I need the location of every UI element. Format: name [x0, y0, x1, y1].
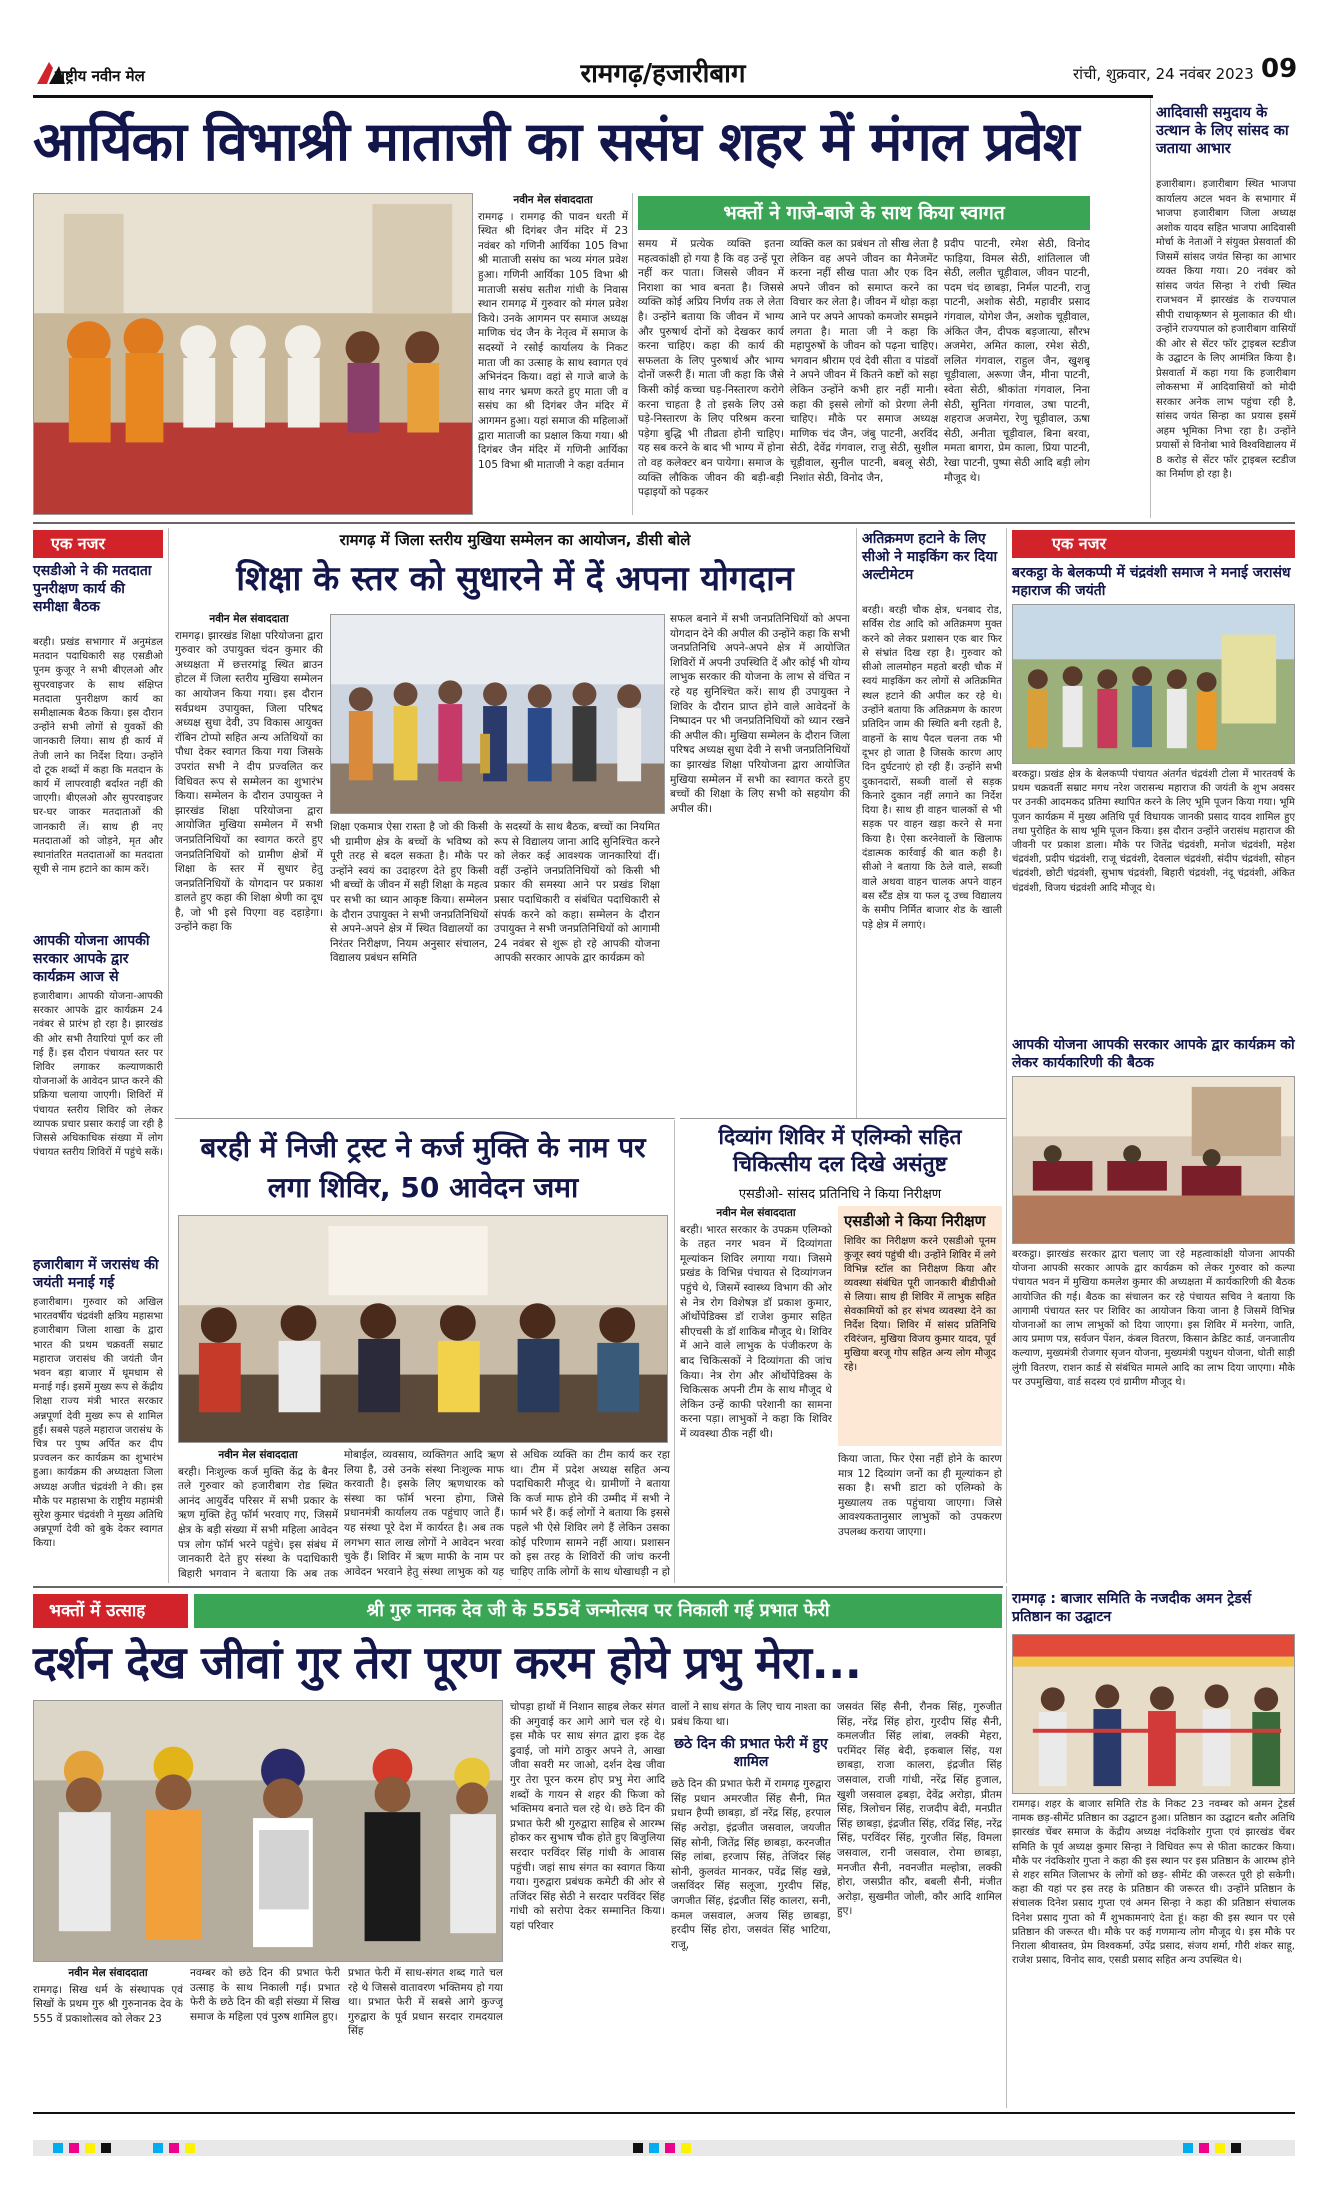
enl-story1-text: बरही। प्रखंड सभागार में अनुमंडल मतदान पदाधिकारी सह एसडीओ पूनम कुजूर ने सभी बीएलओ और सुपरवाइजर के साथ संक्षिप्त मतदाता पुनरीक्षण कार्य का समीक्षात्मक बैठक किया। इस दौरान उन्होंने सभी लोगों से युवकों की जानकारी लिया। साथ ही कार्य में तेजी लाने का निर्देश दिया। उन्होंने दो टूक शब्दों में कहा कि मतदान के कार्य में लापरवाही बर्दाश्त नहीं की जाएगी। बीएलओ और सुपरवाइजर घर-घर जाकर मतदाताओं की जानकारी लें। साथ ही नए मतदाताओं को जोड़ने, मृत और स्थानांतरित मतदाताओं का मतदाता सूची से नाम हटाने का काम करें।	[33, 637, 163, 876]
divyang-dateline: नवीन मेल संवाददाता	[716, 1207, 796, 1219]
divyang-box-text: शिविर का निरीक्षण करने एसडीओ पूनम कुजूर स्वयं पहुंची थी। उन्होंने शिविर में लगे विभिन्न स्टॉल का निरीक्षण किया और व्यवस्था संबंधित पूरी जानकारी बीडीपीओ से लिया। साथ ही शिविर में लाभुक सहित सेवकामियों को हर संभव व्यवस्था देने का निर्देश दिया। शिविर में सांसद प्रतिनिधि रविरंजन, मुखिया विजय कुमार यादव, पूर्व मुखिया बरजू गोप सहित अन्य लोग मौजूद रहे।	[844, 1236, 996, 1373]
lead-photo	[33, 193, 473, 515]
barhi-divider	[674, 1120, 675, 1583]
shiksha-text-4: सफल बनाने में सभी जनप्रतिनिधियों को अपना योगदान देने की अपील की उन्होंने कहा कि सभी जनप्रतिनिधि अपने-अपने क्षेत्र में आयोजित शिविरों में अपनी उपस्थिति दें और कोई भी योग्य लाभुक सरकार की योजना के लाभ से वंचित न रहे यह सुनिश्चित करें। साथ ही उपायुक्त ने शिविर के दौरान प्राप्त होने वाले आवेदनों के निष्पादन पर भी जनप्रतिनिधियों को ध्यान रखने की अपील की। मुखिया सम्मेलन के दौरान जिला परिषद अध्यक्ष सुधा देवी ने सभी जनप्रतिनिधियों का झारखंड शिक्षा परियोजना द्वारा आयोजित मुखिया सम्मेलन में सभी का स्वागत करते हुए बच्चों की शिक्षा के लिए सभी को सहयोग की अपील की।	[670, 613, 850, 815]
bazaar-photo	[1012, 1634, 1295, 1794]
shiksha-text-3: के सदस्यों के साथ बैठक, बच्चों का नियमित रूप से विद्यालय जाना आदि सुनिश्चित करने को लेकर कई आवश्यक जानकारियां दीं। वहीं उन्होंने जनप्रतिनिधियों को किसी भी प्रकार की समस्या आने पर प्रखंड शिक्षा प्रसार पदाधिकारी व संबंधित पदाधिकारी से संपर्क करने को कहा। सम्मेलन के दौरान उपायुक्त ने सभी जनप्रतिनिधियों को आगामी 24 नवंबर से शुरू हो रहे आपकी योजना आपकी सरकार आपके द्वार कार्यक्रम को	[494, 821, 660, 965]
barhi-text-3: से अधिक व्यक्ति का टीम कार्य कर रहा था। टीम में प्रदेश अध्यक्ष सहित अन्य पदाधिकारी मौजूद थे। ग्रामीणों ने बताया कि कर्ज माफ होने की उम्मीद में सभी ने फार्म भरे हैं। कई लोगों ने बताया कि इससे पहले भी ऐसे शिविर लगे हैं लेकिन उसका कोई परिणाम सामने नहीं आया। प्रशासन को इस तरह के शिविरों की जांच करनी चाहिए ताकि लोगों के साथ धोखाधड़ी न हो	[510, 1449, 670, 1578]
enl-story1-head: एसडीओ ने की मतदाता पुनरीक्षण कार्य की समीक्षा बैठक	[33, 563, 152, 615]
logo	[33, 58, 193, 92]
guru-text-5b: छठे दिन की प्रभात फेरी में रामगढ़ गुरुद्वारा सिंह प्रधान अमरजीत सिंह सैनी, मित प्रधान हैप्पी छाबड़ा, डॉ नरेंद्र सिंह, हरपाल सिंह अरोड़ा, इंद्रजीत जसवाल, जयजीत सिंह सोनी, जितेंद्र सिंह छाबड़ा, करनजीत सिंह लांबा, हरजाप सिंह, तेजिंदर सिंह सोनी, कुलवंत मानकर, पवेंद्र सिंह खन्ने, जसविंदर सिंह सलूजा, गुरदीप सिंह, जगजीत सिंह, इंद्रजीत सिंह कालरा, सनी, कमल जसवाल, अजय सिंह छाबड़ा, हरदीप सिंह होरा, जसवंत सिंह भाटिया, राजू,	[671, 1778, 831, 1951]
lead-text-3: व्यक्ति कल का प्रबंधन तो सीख लेता है लेकिन वह अपने जीवन का मैनेजमेंट करना नहीं सीख पाता और एक दिन अपने जीवन को समाप्त करने का विचार कर लेता है। जीवन में थोड़ा कड़ा आने पर अपने आपको कमजोर समझने लगता है। माता जी ने कहा कि महापुरुषों के जीवन को पढ़ना चाहिए। भगवान श्रीराम एवं देवी सीता व पांडवों ने अपने जीवन में कितने कष्टों को सहा लेकिन उन्होंने कभी हार नहीं मानी। कहा की इससे लोगों को प्रेरणा लेनी चाहिए। मौके पर समाज अध्यक्ष माणिक चंद जैन, जंबु पाटनी, अरविंद सेठी, देवेंद्र गंगवाल, राजु सेठी, सुशील चूड़ीवाल, सुनील पाटनी, बबलू सेठी, निशांत सेठी, विनोद जैन,	[790, 238, 938, 484]
guru-col-3	[348, 1966, 503, 2106]
shiksha-col-4	[670, 612, 850, 1112]
enl-story3-head: हजारीबाग में जरासंध की जयंती मनाई गई	[33, 1257, 159, 1291]
shiksha-text-2: शिक्षा एकमात्र ऐसा रास्ता है जो की किसी भी ग्रामीण क्षेत्र के बच्चों के भविष्य को पूरी तरह से बदल सकता है। मौके पर उन्होंने स्वयं का उदाहरण देते हुए किसी भी बच्चों के जीवन में सही शिक्षा के महत्व पर सभी का ध्यान आकृष्ट किया। सम्मेलन के दौरान उपायुक्त ने सभी जनप्रतिनिधियों से अपने-अपने क्षेत्र में स्थित विद्यालयों का निरंतर निरीक्षण, नियम अनुसार संचालन, विद्यालय प्रबंधन समिति	[330, 821, 488, 965]
lead-divider	[632, 193, 633, 515]
divyang-text-1: बरही। भारत सरकार के उपक्रम एलिम्को के तहत नगर भवन में दिव्यांगता मूल्यांकन शिविर लगाया गया। जिसमे प्रखंड के विभिन्न पंचायत से दिव्यांगजन पहुंचे थे, जिसमें स्वास्थ्य विभाग की ओर से नेत्र रोग विशेषज्ञ डॉ प्रकाश कुमार, ऑर्थोपेडिक्स डॉ राजेश कुमार सहित सीएचसी के डॉ शाकिब मौजूद थे। शिविर में आने वाले लाभुक के पंजीकरण के बाद चिकित्सकों ने दिव्यांगता की जांच किया। नेत्र रोग और ऑर्थोपेडिक्स के चिकित्सक अपनी टीम के साथ मौजूद थे लेकिन उन्हें काफी परेशानी का सामना करना पड़ा। लाभुकों ने कहा कि शिविर में व्यवस्था ठीक नहीं थी।	[680, 1223, 832, 1440]
enr-photo-1	[1012, 604, 1295, 764]
lead-col-1	[478, 193, 628, 515]
enl-story3-body	[33, 1296, 163, 1578]
section-title: रामगढ़/हजारीबाग	[580, 59, 746, 89]
right-top-headline: आदिवासी समुदाय के उत्थान के लिए सांसद का जताया आभार	[1156, 105, 1289, 157]
lead-headline: आर्यिका विभाश्री माताजी का ससंघ शहर में मंगल प्रवेश	[33, 110, 1079, 173]
lead-col-4	[944, 237, 1090, 517]
enl-story1-body	[33, 636, 163, 926]
lead-subhead: भक्तों ने गाजे-बाजे के साथ किया स्वागत	[638, 196, 1090, 230]
guru-label: भक्तों में उत्साह	[33, 1594, 188, 1628]
guru-text-1: रामगढ़। सिख धर्म के संस्थापक एवं सिखों के प्रथम गुरु श्री गुरुनानक देव के 555 वें प्रकाशोत्सव को लेकर 23	[33, 1983, 183, 2025]
enr-story1-body	[1012, 768, 1295, 1032]
lead-col-3	[790, 237, 938, 517]
shiksha-col-2	[330, 820, 488, 1110]
color-registration-strip	[33, 2140, 1295, 2156]
dateline: रांची, शुक्रवार, 24 नवंबर 2023	[1073, 65, 1254, 83]
band-rule-2	[33, 1586, 1003, 1588]
footer-rule	[33, 2112, 1295, 2114]
shiksha-headline: शिक्षा के स्तर को सुधारने में दें अपना योगदान	[236, 559, 794, 599]
bazaar-body	[1012, 1798, 1295, 2106]
enr-photo-2	[1012, 1076, 1295, 1244]
guru-subhead-2: छठे दिन की प्रभात फेरी में हुए शामिल	[674, 1736, 828, 1771]
guru-col-4	[510, 1700, 665, 2106]
ek-nazar-right-label: एक नजर	[1012, 530, 1295, 558]
right-top-text: हजारीबाग। हजारीबाग स्थित भाजपा कार्यालय अटल भवन के सभागार में भाजपा हजारीबाग जिला अध्यक्ष अशोक यादव सहित भाजपा आदिवासी मोर्चा के नेताओं ने संयुक्त प्रेसवार्ता की जिसमें सांसद जयंत सिन्हा का आभार व्यक्त किया गया। 20 नवंबर को सांसद जयंत सिन्हा ने रांची स्थित राजभवन में झारखंड के राज्यपाल सीपी राधाकृष्णन से मुलाकात की थी। उन्होंने राज्यपाल को हजारीबाग वासियों की ओर से सेंटर फॉर ट्राइबल स्टडीज के उद्घाटन के लिए आमंत्रित किया है। प्रेसवार्ता में कहा गया कि हजारीबाग लोकसभा में आदिवासियों को मोदी सरकार अनेक लाभ पहुंचा रही है, सांसद जयंत सिन्हा का प्रयास इसमें अहम भूमिका निभा रहा है। उन्होंने प्रयासों से विनोबा भावे विश्वविद्यालय में 8 करोड़ से सेंटर फॉर ट्राइबल स्टडीज का निर्माण हो रहा है।	[1156, 179, 1296, 480]
barhi-text-2: मोबाईल, व्यवसाय, व्यक्तिगत आदि ऋण लिया है, उसे उनके संस्था निःशुल्क माफ करवाती है। इसके लिए ऋणधारक को संस्था का फॉर्म भरना होगा, जिसे प्रधानमंत्री कार्यालय तक पहुंचाए जाते हैं। यह संस्था पूरे देश में कार्यरत है। अब तक लगभग सात लाख लोगों ने आवेदन भरवा चुके हैं। शिविर में ऋण माफी के नाम पर आवेदन भरवाने हेतु संस्था लाभुक को यह	[344, 1449, 504, 1578]
logo-text: राष्ट्रीय नवीन मेल	[55, 67, 145, 85]
masthead-rule	[33, 95, 1153, 98]
divyang-box-title: एसडीओ ने किया निरीक्षण	[844, 1212, 986, 1230]
barhi-col-3	[510, 1448, 670, 1580]
enr-story1-head: बरकट्ठा के बेलकप्पी में चंद्रवंशी समाज ने मनाई जरासंध महाराज की जयंती	[1012, 565, 1291, 599]
registration-marks-icon	[33, 2140, 1295, 2156]
barhi-headline: बरही में निजी ट्रस्ट ने कर्ज मुक्ति के नाम पर लगा शिविर, 50 आवेदन जमा	[200, 1131, 646, 1204]
divyang-col-1	[680, 1206, 832, 1580]
lead-text-1: रामगढ़ । रामगढ़ की पावन धरती में स्थित श्री दिगंबर जैन मंदिर में 23 नवंबर को गणिनी आर्यिका 105 विभा श्री माताजी ससंघ का भव्य मंगल प्रवेश हुआ। गणिनी आर्यिका 105 विभा श्री माताजी ससंघ सतीश गांधी के निवास स्थान रामगढ़ में गुरुवार को मंगल प्रवेश किये। उनके आगमन पर समाज अध्यक्ष माणिक चंद जैन के नेतृत्व में समाज के सदस्यों ने रसोई कार्यालय के निकट माता जी का उत्साह के साथ स्वागत एवं अभिनंदन किया। वहां से गाजे बाजे के साथ नगर भ्रमण करते हुए माता जी व ससंघ का श्री दिगंबर जैन मंदिर में आगमन हुआ। यहां समाज की महिलाओं द्वारा माताजी का प्रक्षाल किया गया। श्री दिगंबर जैन मंदिर में गणिनी आर्यिका 105 विभा श्री माताजी ने कहा वर्तमान	[478, 210, 628, 471]
enl-story2-body	[33, 990, 163, 1250]
guru-text-2: नवम्बर को छठे दिन की प्रभात फेरी उत्साह के साथ निकाली गई। प्रभात फेरी के छठे दिन की बड़ी संख्या में सिख समाज के महिला एवं पुरुष शामिल हुए।	[190, 1967, 340, 2023]
enr-story2-text: बरकट्ठा। झारखंड सरकार द्वारा चलाए जा रहे महत्वाकांक्षी योजना आपकी योजना आपकी सरकार आपके द्वार कार्यक्रम को लेकर गुरुवार को कल्पा पंचायत भवन में मुखिया कमलेश कुमार की अध्यक्षता में कार्यकारिणी की बैठक आयोजित की गई। बैठक का संचालन कर रहे पंचायत सचिव ने बताया कि आगामी पंचायत स्तर पर शिविर का आयोजन किया जाना है जिसमें विभिन्न योजनाओं का लाभ लाभुकों को दिया जाएगा। इस शिविर में मनरेगा, जाति, आय प्रमाण पत्र, सर्वजन पेंशन, कंबल वितरण, किसान क्रेडिट कार्ड, जनजातीय कल्याण, मुख्यमंत्री रोजगार सृजन योजना, मुख्यमंत्री पशुधन योजना, धोती साड़ी लुंगी वितरण, राशन कार्ड से संबंधित मामले आदि का लाभ दिया जाएगा। मौके पर उपमुखिया, वार्ड सदस्य एवं ग्रामीण मौजूद थे।	[1012, 1249, 1295, 1388]
masthead	[33, 52, 1298, 96]
shiksha-text-1: रामगढ़। झारखंड शिक्षा परियोजना द्वारा गुरुवार को उपायुक्त चंदन कुमार की अध्यक्षता में छत्तरमांडू स्थित ब्राउन होटल में जिला स्तरीय मुखिया सम्मेलन का आयोजन किया गया। इस दौरान सर्वप्रथम उपायुक्त, जिला परिषद अध्यक्ष सुधा देवी, उप विकास आयुक्त रॉबिन टोप्पो सहित अन्य अतिथियों का पौधा देकर स्वागत किया गया जिसके उपरांत सभी ने दीप प्रज्वलित कर विधिवत रूप से सम्मेलन का शुभारंभ किया। सम्मेलन के दौरान उपायुक्त ने झारखंड शिक्षा परियोजना द्वारा आयोजित मुखिया सम्मेलन में सभी जनप्रतिनिधियों का स्वागत करते हुए जनप्रतिनिधियों को ग्रामीण क्षेत्रों में शिक्षा के स्तर में सुधार हेतु जनप्रतिनिधियों के योगदान पर प्रकाश डालते हुए कहा की शिक्षा श्रेणी का दूध है, जो भी इसे पिएगा वह दहाड़ेगा। उन्होंने कहा कि	[175, 629, 323, 934]
right-top-divider	[1150, 98, 1151, 518]
divyang-box	[838, 1206, 1002, 1446]
guru-col-5	[671, 1700, 831, 2106]
barhi-col-1	[178, 1448, 338, 1580]
enl-story3-text: हजारीबाग। गुरुवार को अखिल भारतवर्षीय चंद्रवंशी क्षत्रिय महासभा हजारीबाग जिला शाखा के द्वारा भारत की प्रथम चक्रवर्ती सम्राट महाराज जरासंध की जयंती जैन भवन बड़ा बाजार में धूमधाम से मनाई गई। इसमें मुख्य रूप से केंद्रीय शिक्षा राज्य मंत्री भारत सरकार अन्नपूर्णा देवी मुख्य रूप से शामिल हुईं। सबसे पहले महाराज जरासंध के चित्र पर पुष्प अर्पित कर दीप प्रज्वलन कर कार्यक्रम का शुभारंभ हुआ। कार्यक्रम की अध्यक्षता जिला अध्यक्ष अजीत चंद्रवंशी ने की। इस मौके पर महासभा के राष्ट्रीय महामंत्री सुरेश कुमार चंद्रवंशी ने मुख्य अतिथि अन्नपूर्णा देवी को बुके देकर स्वागत किया।	[33, 1297, 163, 1550]
enr-story2-head: आपकी योजना आपकी सरकार आपके द्वार कार्यक्रम को लेकर कार्यकारिणी की बैठक	[1012, 1037, 1295, 1071]
page-number: 09	[1261, 54, 1298, 84]
barhi-rule	[175, 1118, 675, 1119]
atikraman-divider	[1006, 528, 1007, 1583]
enr-story1-text: बरकट्ठा। प्रखंड क्षेत्र के बेलकप्पी पंचायत अंतर्गत चंद्रवंशी टोला में भारतवर्ष के प्रथम चक्रवर्ती सम्राट मगध नरेश जरासन्ध महाराज की जयंती के शुभ अवसर पर उनकी आदमकद प्रतिमा स्थापित करने के लिए भूमि पूजन किया गया। भूमि पूजन कार्यक्रम में मुख्य अतिथि पूर्व विधायक जानकी प्रसाद यादव शामिल हुए तथा पुरोहित के साथ भूमि पूजन किया। इस दौरान उन्होंने जरासंध महाराज की जीवनी पर प्रकाश डाला। मौके पर जितेंद्र चंद्रवंशी, मनोज चंद्रवंशी, महेश चंद्रवंशी, प्रदीप चंद्रवंशी, राजू चंद्रवंशी, देवलाल चंद्रवंशी, संदीप चंद्रवंशी, सोहन चंद्रवंशी, छोटी चंद्रवंशी, सुभाष चंद्रवंशी, बिहारी चंद्रवंशी, नंदू चंद्रवंशी, अंकित चंद्रवंशी, विजय चंद्रवंशी आदि मौजूद थे।	[1012, 769, 1295, 894]
bazaar-text: रामगढ़। शहर के बाजार समिति रोड के निकट 23 नवम्बर को अमन ट्रेडर्स नामक छड़-सीमेंट प्रतिष्ठान का उद्घाटन हुआ। प्रतिष्ठान का उद्घाटन बतौर अतिथि झारखंड चेंबर समाज के केंद्रीय अध्यक्ष नंदकिशोर गुप्ता एवं झारखंड चेंबर समिति के पूर्व अध्यक्ष कुमार सिन्हा ने विधिवत रूप से फीता काटकर किया। मौके पर नंदकिशोर गुप्ता ने कहा की इस स्थान पर इस प्रतिष्ठान के आरम्भ होने से शहर समित जिलाभर के लोगों को छड़- सीमेंट की जरूरत पूरी हो सकेगी। कहा की यहां पर इस तरह के प्रतिष्ठान की जरूरत थी। उन्होंने प्रतिष्ठान के संचालक दिनेश प्रसाद गुप्ता एवं अमन सिन्हा ने कहा की प्रतिष्ठान संचालक दिनेश प्रसाद गुप्ता को मैं शुभकामनाएं देता हूं। कहा की इस स्थान पर एसे प्रतिष्ठान की जरूरत थी। मौके पर कई गणमान्य लोग मौजूद थे। इस मौके पर निराला श्रीवास्तव, प्रेम विश्वकर्मा, उपेंद्र प्रसाद, संजय शर्मा, गौरी शंकर साहू, राजेश प्रसाद, विनोद साव, एसडी प्रसाद सहित अन्य उपस्थित थे।	[1012, 1799, 1295, 1967]
shiksha-col-1	[175, 612, 323, 1112]
enl-story2-text: हजारीबाग। आपकी योजना-आपकी सरकार आपके द्वार कार्यक्रम 24 नवंबर से प्रारंभ हो रहा है। झारखंड की ओर सभी तैयारियां पूर्ण कर ली गई हैं। इस दौरान पंचायत स्तर पर शिविर लगाकर कल्याणकारी योजनाओं के आवेदन प्राप्त करने की प्रक्रिया चलाया जाएगी। शिविरों में पंचायत स्तरीय शिविर को लेकर व्यापक प्रचार प्रसार कराई जा रही है जिससे अधिकाधिक संख्या में लोग पंचायत स्तरीय शिविरों में पहुंचे सकें।	[33, 991, 163, 1159]
guru-headline: दर्शन देख जीवां गुर तेरा पूरण करम होये प्रभु मेरा...	[33, 1636, 862, 1689]
atikraman-headline: अतिक्रमण हटाने के लिए सीओ ने माइकिंग कर दिया अल्टीमेटम	[862, 531, 998, 583]
guru-col-6	[837, 1700, 1002, 2106]
divyang-headline: दिव्यांग शिविर में एलिम्को सहित चिकित्सीय दल दिखे असंतुष्ट	[718, 1125, 962, 1176]
divyang-rule	[680, 1118, 1006, 1119]
guru-text-6: जसवंत सिंह सैनी, रौनक सिंह, गुरुजीत सिंह, नरेंद्र सिंह होरा, गुरदीप सिंह सैनी, कमलजीत सिंह लांबा, लक्की मेहरा, परमिंदर सिंह बेदी, इकबाल सिंह, यश छाबड़ा, राजा कालरा, इंद्रजीत सिंह जसवाल, राजी गांधी, नरेंद्र सिंह हुजाल, खुशी जसवाल ढ़बड़ा, देवेंद्र अरोड़ा, प्रीतम सिंह, त्रिलोचन सिंह, राजदीप बेदी, मनप्रीत सिंह छाबड़ा, इंद्रजीत सिंह, रविंद्र सिंह, नरेंद्र सिंह, परविंदर सिंह, गुरजीत सिंह, विमला जसवाल, रानी जसवाल, रोमा छाबड़ा, मनजीत सैनी, नवनजीत मल्होत्रा, लक्की होरा, जसप्रीत कौर, बबली सैनी, मंजीत अरोड़ा, सुखमीत जोली, कौर आदि शामिल हुए।	[837, 1701, 1002, 1918]
divyang-text-3: किया जाता, फिर ऐसा नहीं होने के कारण मात्र 12 दिव्यांग जनों का ही मूल्यांकन हो सका है। सभी डाटा को एलिम्को के मुख्यालय तक पहुंचाया जाएगा। जिसे आवश्यकतानुसार लाभुकों को उपकरण उपलब्ध कराया जाएगा।	[838, 1453, 1002, 1538]
guru-kicker: श्री गुरु नानक देव जी के 555वें जन्मोत्सव पर निकाली गई प्रभात फेरी	[194, 1594, 1002, 1628]
bazaar-headline: रामगढ़ : बाजार समिति के नजदीक अमन ट्रेडर्स प्रतिष्ठान का उद्घाटन	[1012, 1591, 1252, 1625]
guru-text-4: चोपड़ा हाथों में निशान साहब लेकर संगत की अगुवाई कर आगे आगे चल रहे थे। इस मौके पर साध संगत द्वारा इक देह ढुवाई, जो मांगे ठाकुर अपने ते, आखा जीवा सवरी मर जाओ, दर्शन देख जीवा गुर तेरा पूरन करम होए प्रभु मेरा आदि शब्दों के गायन से शहर की फिजा को भक्तिमय बनाते चल रहे थे। छठे दिन की प्रभात फेरी श्री गुरुद्वारा साहिब से आरम्भ होकर कर सुभाष चौक होते हुए बिजुलिया सरदार परविंदर सिंह गांधी के आवास पहुंची। जहां साध संगत का स्वागत किया गया। गुरुद्वारा प्रबंधक कमेटी की ओर से तजिंदर सिंह सेठी ने सरदार परविंदर सिंह गांधी को सरोपा देकर सम्मानित किया। यहां परिवार	[510, 1701, 665, 1932]
guru-col-1	[33, 1966, 183, 2106]
band-rule-1	[33, 522, 1295, 524]
guru-dateline: नवीन मेल संवाददाता	[68, 1967, 148, 1979]
atikraman-text: बरही। बरही चौक क्षेत्र, धनबाद रोड, सर्विस रोड आदि को अतिक्रमण मुक्त करने को लेकर प्रशासन एक बार फिर से संभ्रांत दिख रहा है। गुरुवार को सीओ लालमोहन महतो बरही चौक में स्वयं माइकिंग कर लोगों से अतिक्रमित स्थल हटाने की अपील कर रहे थे। उन्होंने बताया कि अतिक्रमण के कारण प्रतिदिन जाम की स्थिति बनी रहती है, वाहनों के साथ पैदल चलना तक भी दूभर हो जाता है जिसके कारण आए दिन दुर्घटनाएं हो रही हैं। उन्होंने सभी दुकानदारों, सब्जी वालों से सड़क किनारे दुकान नहीं लगाने का निर्देश दिया है। साथ ही वाहन चालकों से भी सड़क पर वाहन खड़ा करने से मना किया है। ऐसा करनेवालों के खिलाफ दंडात्मक कार्रवाई की बात कही है। सीओ ने बताया कि ठेले वाले, सब्जी वाले अथवा वाहन चालक अपने वाहन बस स्टैंड क्षेत्र या फल दू उच्च विद्यालय के समीप निर्मित बाजार शेड के खाली पड़े क्षेत्र में लगाएं।	[862, 605, 1002, 931]
guru-text-5: वालों ने साध संगत के लिए चाय नाश्ता का प्रबंध किया था।	[671, 1701, 831, 1728]
enr-story2-body	[1012, 1248, 1295, 1578]
barhi-text-1: बरही। निःशुल्क कर्ज मुक्ति केंद्र के बैनर तले गुरुवार को हजारीबाग रोड स्थित आनंद आयुर्वेद परिसर में सभी प्रकार के ऋण मुक्ति हेतु फॉर्म भरवाए गए, जिसमें क्षेत्र के बड़ी संख्या में सभी महिला आवेदन पत्र लोग फॉर्म भरने पहुंचे। इस संबंध में जानकारी देते हुए संस्था के पदाधिकारी बिहारी भगवान ने बताया कि अब तक	[178, 1465, 338, 1580]
guru-photo	[33, 1700, 503, 1962]
lead-col-2	[638, 237, 784, 517]
barhi-photo	[178, 1215, 668, 1443]
right-top-body	[1156, 178, 1296, 518]
divyang-subhead: एसडीओ- सांसद प्रतिनिधि ने किया निरीक्षण	[738, 1187, 942, 1202]
guru-divider	[1006, 1586, 1007, 2108]
barhi-col-2	[344, 1448, 504, 1580]
ek-nazar-left-label: एक नजर	[33, 530, 163, 558]
left-column-divider	[168, 528, 169, 1583]
shiksha-col-3	[494, 820, 660, 1110]
guru-col-2	[190, 1966, 340, 2106]
shiksha-dateline: नवीन मेल संवाददाता	[209, 613, 289, 625]
guru-text-3: प्रभात फेरी में साध-संगत शब्द गाते चल रहे थे जिससे वातावरण भक्तिमय हो गया था। प्रभात फेरी में सबसे आगे कुज्जू गुरुद्वारा के पूर्व प्रधान सरदार रामदयाल सिंह	[348, 1967, 503, 2038]
lead-text-2: समय में प्रत्येक व्यक्ति इतना महत्वकांक्षी हो गया है कि वह उन्हें पूरा नहीं कर पाता। जिससे जीवन में निराशा का भाव बनता है। जिससे व्यक्ति कोई अप्रिय निर्णय तक ले लेता है। उन्होंने बताया कि जीवन में भाग्य और पुरुषार्थ दोनों को देखकर कार्य करना चाहिए। कहा की कार्य की सफलता के लिए पुरुषार्थ और भाग्य दोनों जरूरी हैं। माता जी कहा कि जैसे किसी कोई कच्चा घड़-निस्तारण करोगे करना चाहता है तो इसके लिए उसे घड़े-निस्तारण के लिए परिश्रम करना पड़ेगा बुद्धि भी तीव्रता होनी चाहिए। यह सब करने के बाद भी भाग्य में होना तो वह कलेक्टर बन पायेगा। समाज के व्यक्ति लौकिक जीवन की बड़ी-बड़ी पढ़ाइयों को पढ़कर	[638, 238, 784, 499]
shiksha-photo	[330, 614, 665, 814]
atikraman-body	[862, 604, 1002, 1112]
lead-text-4: प्रदीप पाटनी, रमेश सेठी, विनोद फाड़िया, विमल सेठी, शांतिलाल जी सेठी, ललीत चूड़ीवाल, जीवन पाटनी, पदम चंद छाबड़ा, निर्मल पाटनी, राजु पाटनी, अशोक सेठी, महावीर प्रसाद गंगवाल, योगेश जैन, अशोक चूड़ीवाल, अंकित जैन, दीपक बड़जात्या, सौरभ अजमेरा, अमित काला, रमेश सेठी, ललित गंगवाल, राहुल जैन, खुशबू चूड़ीवाला, अरूणा जैन, मीना पाटनी, स्वेता सेठी, श्रीकांता गंगवाल, निना सेठी, सुनिता गंगवाल, उषा पाटनी, शहराज अजमेरा, रेणु चूड़ीवाल, ऊषा सेठी, अनीता चूड़ीवाल, बिना बरवा, ममता बागरा, प्रेम काला, प्रिया पाटनी, रेखा पाटनी, पुष्पा सेठी आदि बड़ी लोग मौजूद थे।	[944, 238, 1090, 484]
shiksha-kicker: रामगढ़ में जिला स्तरीय मुखिया सम्मेलन का आयोजन, डीसी बोले	[339, 531, 691, 549]
barhi-dateline: नवीन मेल संवाददाता	[218, 1449, 298, 1461]
divyang-col-3	[838, 1452, 1002, 1580]
lead-dateline: नवीन मेल संवाददाता	[513, 194, 593, 206]
shiksha-divider	[856, 528, 857, 1118]
enl-story2-head: आपकी योजना आपकी सरकार आपके द्वार कार्यक्रम आज से	[33, 933, 150, 985]
